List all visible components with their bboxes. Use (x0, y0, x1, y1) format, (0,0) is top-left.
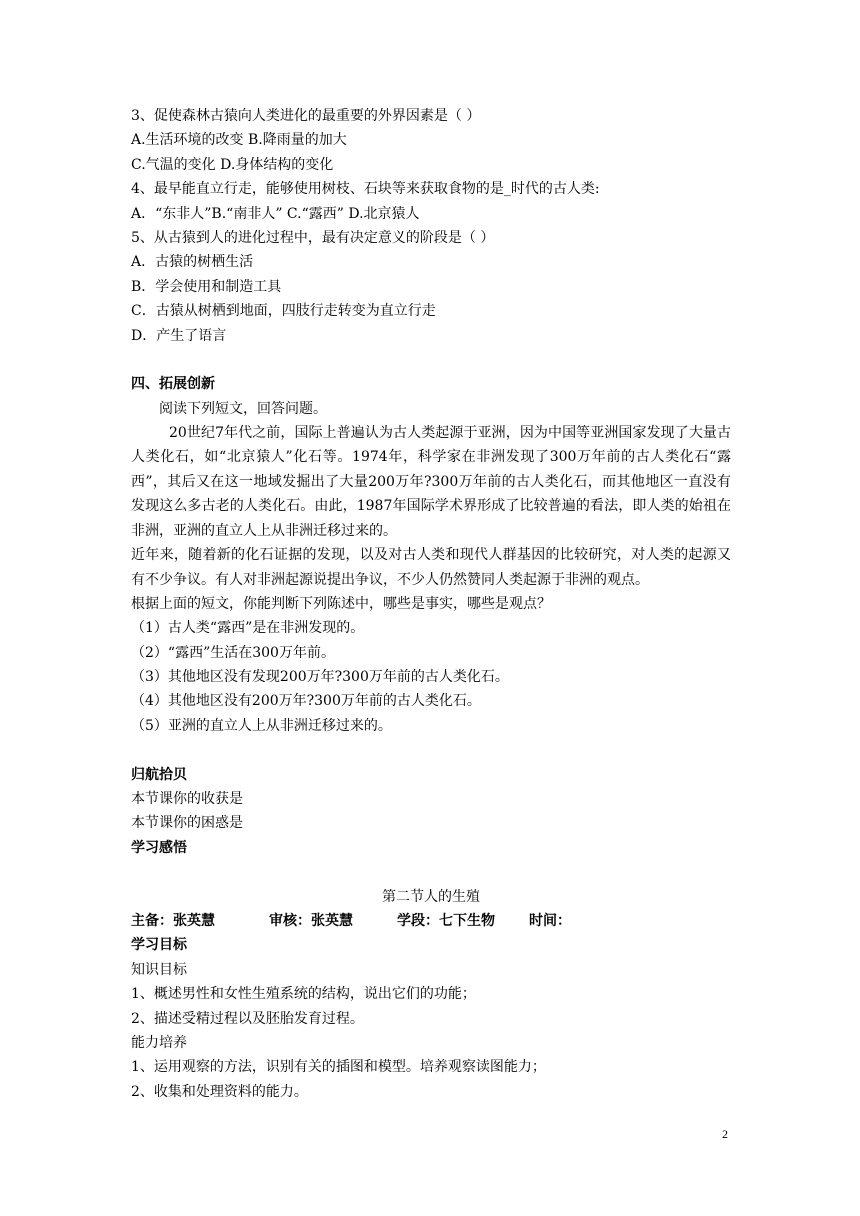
section-extension (131, 372, 731, 738)
page-number: 2 (722, 1127, 728, 1141)
reading-question: 根据上面的短文，你能判断下列陈述中，哪些是事实，哪些是观点？ (131, 595, 551, 612)
question-option: D．产生了语言 (131, 327, 227, 344)
summary-gain: 本节课你的收获是 (131, 791, 243, 808)
page-content (131, 104, 731, 1104)
ability-item: 2、收集和处理资料的能力。 (131, 1083, 308, 1100)
reading-instruction: 阅读下列短文，回答问题。 (159, 400, 327, 417)
goals-heading: 学习目标 (131, 937, 187, 954)
reading-paragraph-1: 20世纪7年代之前，国际上普遍认为古人类起源于亚洲，因为中国等亚洲国家发现了大量古人类化石，如“北京猿人”化石等。1974年，科学家在非洲发现了300万年前的古人类化石“露西”，其后又在这一地域发掘出了大量200万年?300万年前的古人类化石，而其他地区一直没有发现这么多古老的人类化石。由此，1987年国际学术界形成了比较普遍的看法，即人类的始祖在非洲，亚洲的直立人上从非洲迁移过来的。 (131, 425, 731, 539)
question-option: C．古猿从树栖到地面，四肢行走转变为直立行走 (131, 303, 436, 320)
knowledge-item: 2、描述受精过程以及胚胎发育过程。 (131, 1010, 364, 1027)
question-5 (131, 226, 731, 348)
statement-item: （2）“露西”生活在300万年前。 (131, 644, 335, 661)
ability-heading: 能力培养 (131, 1034, 187, 1051)
question-option: A．古猿的树栖生活 (131, 254, 254, 271)
meta-time: 时间： (529, 913, 571, 929)
ability-item: 1、运用观察的方法，识别有关的插图和模型。培养观察读图能力； (131, 1059, 546, 1076)
meta-reviewer: 审核：张英慧 (269, 913, 353, 929)
section-meta (131, 909, 731, 933)
question-option: A．“东非人”B.“南非人” C.“露西” D.北京猿人 (131, 205, 420, 222)
knowledge-heading: 知识目标 (131, 961, 187, 978)
question-option: A.生活环境的改变 B.降雨量的加大 (131, 132, 347, 149)
knowledge-item: 1、概述男性和女性生殖系统的结构，说出它们的功能； (131, 986, 476, 1003)
section-title: 第二节人的生殖 (382, 888, 480, 905)
summary-confusion: 本节课你的困惑是 (131, 815, 243, 832)
spacer (131, 860, 731, 884)
statement-item: （1）古人类“露西”是在非洲发现的。 (131, 620, 365, 637)
question-stem: 5、从古猿到人的进化过程中，最有决定意义的阶段是（ ） (131, 229, 495, 246)
statement-item: （5）亚洲的直立人上从非洲迁移过来的。 (131, 717, 392, 734)
question-3 (131, 104, 731, 177)
meta-stage: 学段：七下生物 (397, 913, 495, 929)
question-4 (131, 177, 731, 226)
next-section (131, 885, 731, 1105)
spacer (131, 348, 731, 372)
summary-section (131, 763, 731, 861)
summary-reflection: 学习感悟 (131, 839, 187, 856)
question-option: C.气温的变化 D.身体结构的变化 (131, 156, 334, 173)
reading-paragraph-2: 近年来，随着新的化石证据的发现，以及对古人类和现代人群基因的比较研究，对人类的起源又有不少争议。有人对非洲起源说提出争议，不少人仍然赞同人类起源于非洲的观点。 (131, 547, 731, 588)
spacer (131, 738, 731, 762)
question-stem: 4、最早能直立行走，能够使用树枝、石块等来获取食物的是_时代的古人类: (131, 181, 600, 198)
statement-item: （4）其他地区没有200万年?300万年前的古人类化石。 (131, 693, 481, 710)
statement-item: （3）其他地区没有发现200万年?300万年前的古人类化石。 (131, 669, 509, 686)
question-option: B．学会使用和制造工具 (131, 278, 282, 295)
section-heading: 四、拓展创新 (131, 376, 215, 393)
meta-author: 主备：张英慧 (131, 913, 215, 929)
summary-heading: 归航拾贝 (131, 766, 187, 783)
question-stem: 3、促使森林古猿向人类进化的最重要的外界因素是（ ） (131, 108, 481, 124)
